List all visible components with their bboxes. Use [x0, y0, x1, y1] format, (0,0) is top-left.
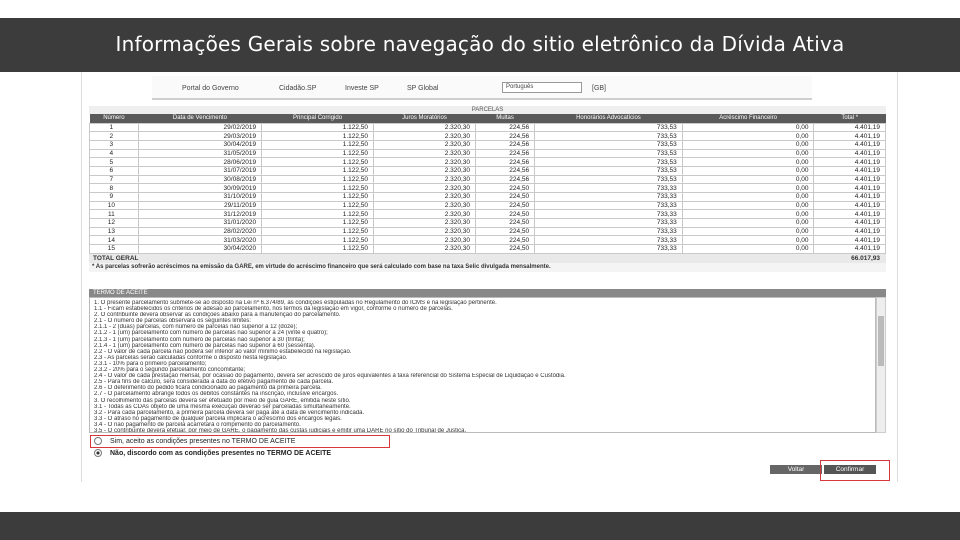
table-cell: 14	[90, 236, 139, 245]
table-cell: 1.122,50	[262, 123, 374, 132]
table-cell: 15	[90, 245, 139, 254]
table-cell: 733,33	[535, 245, 683, 254]
table-row	[90, 123, 886, 132]
table-cell: 0,00	[682, 201, 814, 210]
table-cell: 1.122,50	[262, 175, 374, 184]
slide-title-bar	[0, 18, 960, 72]
table-cell: 28/06/2019	[138, 158, 261, 167]
table-cell: 733,53	[535, 158, 683, 167]
table-cell: 2.320,30	[374, 158, 476, 167]
table-cell: 1.122,50	[262, 201, 374, 210]
table-cell: 224,56	[476, 140, 535, 149]
table-cell: 1.122,50	[262, 227, 374, 236]
back-button[interactable]: Voltar	[770, 465, 822, 474]
table-cell: 2.320,30	[374, 184, 476, 193]
agree-option[interactable]	[94, 437, 295, 445]
screenshot-frame	[81, 72, 898, 482]
table-cell: 733,33	[535, 236, 683, 245]
table-cell: 31/07/2019	[138, 166, 261, 175]
table-cell: 4.401,19	[814, 132, 886, 141]
col-header: Juros Moratórios	[374, 114, 476, 123]
table-cell: 29/11/2019	[138, 201, 261, 210]
terms-line: 2. O contribuinte deverá observar as condições abaixo para a manutenção do parcelamento.	[94, 312, 341, 319]
table-cell: 31/01/2020	[138, 219, 261, 228]
table-cell: 11	[90, 210, 139, 219]
table-cell: 8	[90, 184, 139, 193]
col-header: Total *	[814, 114, 886, 123]
table-cell: 30/08/2019	[138, 175, 261, 184]
table-cell: 30/04/2020	[138, 245, 261, 254]
terms-line: 2.2 - O valor de cada parcela não poderá ser inferior ao valor mínimo estabelecido na legislação.	[94, 348, 352, 355]
table-cell: 224,56	[476, 175, 535, 184]
table-row	[90, 227, 886, 236]
table-cell: 0,00	[682, 158, 814, 167]
col-header: Número	[90, 114, 139, 123]
table-cell: 4.401,19	[814, 166, 886, 175]
table-cell: 733,53	[535, 140, 683, 149]
table-cell: 224,50	[476, 236, 535, 245]
table-cell: 31/10/2019	[138, 193, 261, 202]
table-cell: 2.320,30	[374, 245, 476, 254]
table-cell: 2	[90, 132, 139, 141]
table-cell: 4.401,19	[814, 149, 886, 158]
table-cell: 31/05/2019	[138, 149, 261, 158]
table-cell: 2.320,30	[374, 210, 476, 219]
table-row	[90, 193, 886, 202]
table-cell: 224,50	[476, 193, 535, 202]
terms-line: 2.6 - O deferimento do pedido ficará condicionado ao pagamento da primeira parcela.	[94, 385, 322, 392]
terms-text-area[interactable]	[89, 297, 876, 433]
table-cell: 4.401,19	[814, 245, 886, 254]
table-cell: 224,56	[476, 123, 535, 132]
table-cell: 733,53	[535, 149, 683, 158]
col-header: Multas	[476, 114, 535, 123]
table-cell: 2.320,30	[374, 123, 476, 132]
terms-line: 2.3.2 - 20% para o segundo parcelamento concomitante;	[94, 367, 246, 374]
table-cell: 0,00	[682, 149, 814, 158]
table-cell: 28/02/2020	[138, 227, 261, 236]
table-cell: 29/03/2019	[138, 132, 261, 141]
col-header: Honorários Advocatícios	[535, 114, 683, 123]
table-cell: 224,56	[476, 132, 535, 141]
table-cell: 0,00	[682, 132, 814, 141]
table-cell: 1.122,50	[262, 140, 374, 149]
table-cell: 2.320,30	[374, 236, 476, 245]
table-cell: 224,56	[476, 158, 535, 167]
table-cell: 0,00	[682, 245, 814, 254]
table-row	[90, 210, 886, 219]
table-cell: 733,33	[535, 184, 683, 193]
table-cell: 224,56	[476, 166, 535, 175]
portal-nav-bar	[152, 76, 812, 100]
table-cell: 4.401,19	[814, 123, 886, 132]
table-cell: 733,53	[535, 166, 683, 175]
disagree-radio[interactable]	[94, 449, 102, 457]
table-row	[90, 158, 886, 167]
table-cell: 224,50	[476, 201, 535, 210]
table-cell: 2.320,30	[374, 132, 476, 141]
table-cell: 2.320,30	[374, 201, 476, 210]
table-cell: 224,50	[476, 184, 535, 193]
table-cell: 2.320,30	[374, 149, 476, 158]
terms-line: 2.1.1 - 2 (duas) parcelas, com número de parcelas não superior a 12 (doze);	[94, 324, 298, 331]
terms-line: 3.3 - O atraso no pagamento de qualquer parcela implicará o acréscimo dos encargos legais.	[94, 415, 342, 422]
terms-line: 2.1.4 - 1 (um) parcelamento com número de parcelas não superior a 60 (sessenta).	[94, 342, 316, 349]
confirm-button-highlight	[820, 460, 890, 481]
col-header: Acréscimo Financeiro	[682, 114, 814, 123]
table-cell: 1.122,50	[262, 193, 374, 202]
table-cell: 1.122,50	[262, 245, 374, 254]
scrollbar-thumb[interactable]	[878, 316, 884, 366]
slide-footer-bar	[0, 512, 960, 540]
table-cell: 733,33	[535, 201, 683, 210]
table-cell: 733,33	[535, 210, 683, 219]
table-cell: 0,00	[682, 175, 814, 184]
table-cell: 733,33	[535, 227, 683, 236]
parcels-header-row	[90, 114, 886, 123]
table-cell: 10	[90, 201, 139, 210]
parcels-note: * As parcelas sofrerão acréscimos na emissão da GARE, em virtude do acréscimo financeiro que será calculado com base na taxa Selic divulgada mensalmente.	[89, 263, 886, 272]
terms-line: 2.1 - O número de parcelas observará os seguintes limites:	[94, 318, 252, 325]
table-cell: 30/09/2019	[138, 184, 261, 193]
terms-line: 1.1 - Ficam estabelecidos os critérios de adesão ao parcelamento, nos termos da legislação em vigor, conforme o número de parcelas.	[94, 306, 453, 313]
table-cell: 9	[90, 193, 139, 202]
table-row	[90, 245, 886, 254]
terms-line: 2.4 - O valor de cada prestação mensal, por ocasião do pagamento, deverá ser acrescido de juros equivalentes à taxa referencial do Sistema Especial de Liquidação e Custódia.	[94, 373, 566, 380]
table-row	[90, 236, 886, 245]
table-cell: 2.320,30	[374, 175, 476, 184]
table-cell: 0,00	[682, 123, 814, 132]
nav-item-investe-sp[interactable]: Investe SP	[345, 85, 379, 92]
agree-radio[interactable]	[94, 437, 102, 445]
table-cell: 13	[90, 227, 139, 236]
terms-line: 1. O presente parcelamento submete-se ao disposto na Lei nº 6.374/89, às condições estipuladas no Regulamento do ICMS e na legislação pertinente.	[94, 300, 497, 306]
terms-line: 2.1.3 - 1 (um) parcelamento com número de parcelas não superior a 30 (trinta);	[94, 336, 305, 343]
total-label: TOTAL GERAL	[93, 254, 139, 262]
table-row	[90, 132, 886, 141]
table-cell: 224,50	[476, 210, 535, 219]
table-cell: 1.122,50	[262, 236, 374, 245]
table-cell: 2.320,30	[374, 227, 476, 236]
table-cell: 1.122,50	[262, 149, 374, 158]
table-cell: 0,00	[682, 166, 814, 175]
terms-line: 3.1 - Todas as CDAs objeto de uma mesma execução deverão ser parceladas simultaneamente.	[94, 403, 351, 410]
table-row	[90, 149, 886, 158]
table-cell: 0,00	[682, 140, 814, 149]
table-cell: 4.401,19	[814, 227, 886, 236]
table-cell: 733,53	[535, 132, 683, 141]
terms-line: 2.7 - O parcelamento abrange todos os débitos constantes na inscrição, inclusive encargos.	[94, 391, 339, 398]
table-cell: 3	[90, 140, 139, 149]
table-cell: 29/02/2019	[138, 123, 261, 132]
terms-line: 3.2 - Para cada parcelamento, a primeira parcela deverá ser paga até a data de vencimento indicada.	[94, 409, 365, 416]
table-row	[90, 201, 886, 210]
table-cell: 733,53	[535, 123, 683, 132]
table-cell: 4.401,19	[814, 236, 886, 245]
table-cell: 12	[90, 219, 139, 228]
table-cell: 0,00	[682, 193, 814, 202]
table-cell: 2.320,30	[374, 219, 476, 228]
table-cell: 31/03/2020	[138, 236, 261, 245]
table-cell: 2.320,30	[374, 166, 476, 175]
terms-line: 2.3.1 - 10% para o primeiro parcelamento;	[94, 360, 207, 367]
confirm-button[interactable]: Confirmar	[824, 465, 876, 474]
table-cell: 733,33	[535, 193, 683, 202]
table-cell: 1.122,50	[262, 219, 374, 228]
table-cell: 2.320,30	[374, 140, 476, 149]
terms-line: 3. O recolhimento das parcelas deverá ser efetuado por meio de guia GARE, emitida neste sítio.	[94, 397, 351, 404]
total-row	[89, 254, 886, 263]
table-cell: 31/12/2019	[138, 210, 261, 219]
table-cell: 0,00	[682, 227, 814, 236]
table-cell: 4.401,19	[814, 193, 886, 202]
table-cell: 224,56	[476, 149, 535, 158]
terms-header: TERMO DE ACEITE	[89, 289, 886, 297]
table-cell: 733,33	[535, 219, 683, 228]
table-cell: 1.122,50	[262, 184, 374, 193]
terms-line: 2.3 - As parcelas serão calculadas conforme o disposto nesta legislação.	[94, 354, 288, 361]
table-cell: 0,00	[682, 219, 814, 228]
table-cell: 1	[90, 123, 139, 132]
table-cell: 1.122,50	[262, 132, 374, 141]
table-cell: 6	[90, 166, 139, 175]
disagree-option[interactable]	[94, 449, 331, 457]
table-cell: 224,50	[476, 219, 535, 228]
slide-title: Informações Gerais sobre navegação do sitio eletrônico da Dívida Ativa	[115, 32, 845, 56]
total-value: 66.017,93	[851, 254, 880, 262]
table-cell: 4.401,19	[814, 201, 886, 210]
nav-item-sp-global[interactable]: SP Global	[407, 85, 439, 92]
table-row	[90, 175, 886, 184]
terms-line: 3.5 - O contribuinte deverá efetuar, por meio de GARE, o pagamento das custas judiciais e emitir uma DARE no sítio do Tribunal de Justiça.	[94, 427, 467, 433]
terms-scrollbar[interactable]	[876, 297, 886, 433]
parcels-panel	[89, 106, 886, 272]
table-cell: 5	[90, 158, 139, 167]
table-cell: 1.122,50	[262, 210, 374, 219]
col-header: Data de Vencimento	[138, 114, 261, 123]
agree-label: Sim, aceito as condições presentes no TERMO DE ACEITE	[110, 437, 296, 445]
terms-line: 3.4 - O não pagamento de parcela acarretará o rompimento do parcelamento.	[94, 421, 301, 428]
table-cell: 4.401,19	[814, 219, 886, 228]
table-row	[90, 140, 886, 149]
language-select[interactable]: Português	[502, 82, 582, 93]
table-cell: 4	[90, 149, 139, 158]
table-cell: 4.401,19	[814, 158, 886, 167]
table-cell: 2.320,30	[374, 193, 476, 202]
table-cell: 224,50	[476, 245, 535, 254]
table-cell: 0,00	[682, 210, 814, 219]
table-cell: 1.122,50	[262, 166, 374, 175]
table-cell: 4.401,19	[814, 184, 886, 193]
parcels-caption: PARCELAS	[89, 106, 886, 114]
table-cell: 1.122,50	[262, 158, 374, 167]
nav-item-portal-governo[interactable]: Portal do Governo	[182, 85, 239, 92]
table-row	[90, 166, 886, 175]
terms-line: 2.5 - Para fins de cálculo, será considerada a data do efetivo pagamento de cada parcela.	[94, 379, 334, 386]
table-row	[90, 219, 886, 228]
table-cell: 30/04/2019	[138, 140, 261, 149]
parcels-table-body	[90, 123, 886, 253]
table-cell: 4.401,19	[814, 175, 886, 184]
nav-item-cidadao-sp[interactable]: Cidadão.SP	[279, 85, 317, 92]
table-row	[90, 184, 886, 193]
table-cell: 7	[90, 175, 139, 184]
table-cell: 733,53	[535, 175, 683, 184]
table-cell: 224,50	[476, 227, 535, 236]
table-cell: 4.401,19	[814, 140, 886, 149]
terms-line: 2.1.2 - 1 (um) parcelamento com número de parcelas não superior a 24 (vinte e quatro);	[94, 330, 328, 337]
language-code[interactable]: [GB]	[592, 85, 607, 92]
col-header: Principal Corrigido	[262, 114, 374, 123]
table-cell: 0,00	[682, 236, 814, 245]
table-cell: 4.401,19	[814, 210, 886, 219]
disagree-label: Não, discordo com as condições presentes no TERMO DE ACEITE	[110, 449, 332, 457]
parcels-table	[89, 114, 886, 254]
table-cell: 0,00	[682, 184, 814, 193]
